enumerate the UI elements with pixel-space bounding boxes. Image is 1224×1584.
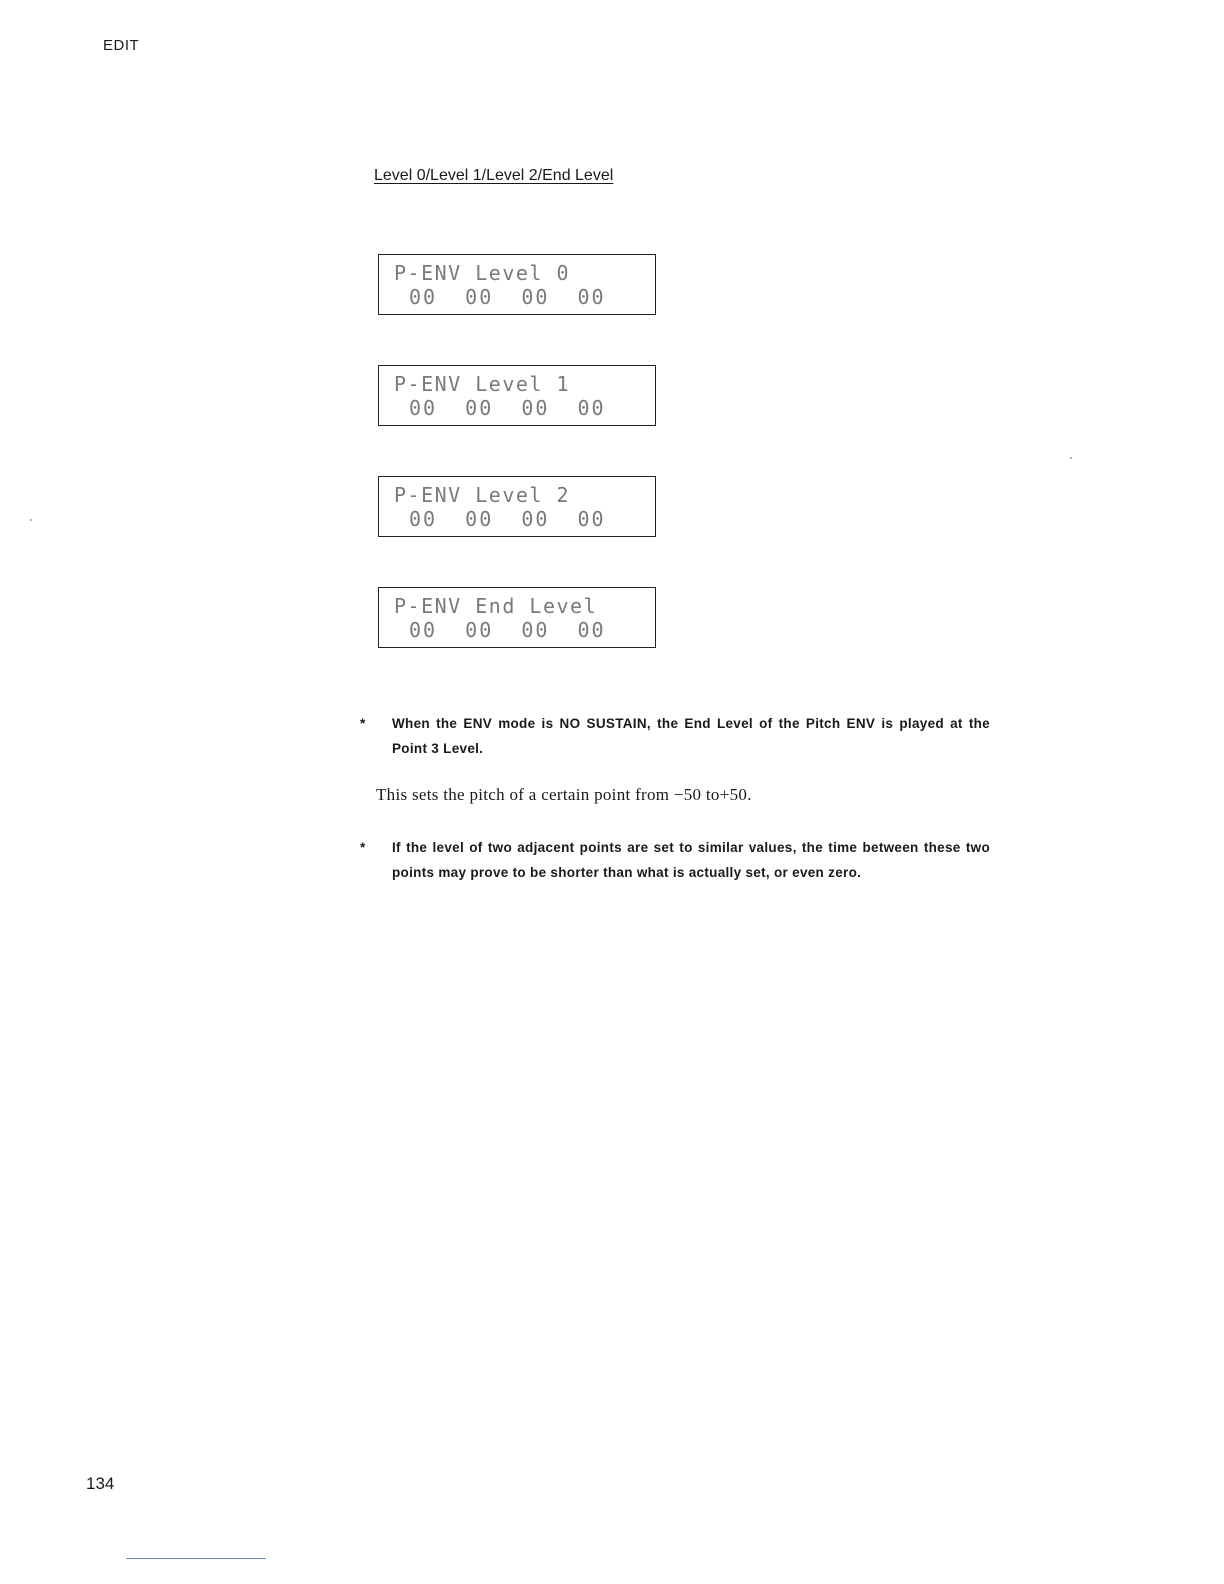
lcd-display-end-level	[378, 587, 656, 648]
lcd-display-level-2	[378, 476, 656, 537]
lcd-line-1: P-ENV Level 2	[394, 483, 571, 507]
lcd-line-1: P-ENV End Level	[394, 594, 598, 618]
lcd-display-level-0	[378, 254, 656, 315]
note-text: When the ENV mode is NO SUSTAIN, the End Level of the Pitch ENV is played at the Point 3 Level.	[392, 716, 990, 756]
lcd-line-2: 00 00 00 00	[409, 396, 606, 420]
note-text: If the level of two adjacent points are set to similar values, the time between these two points may prove to be shorter than what is actually set, or even zero.	[392, 840, 990, 880]
lcd-line-2: 00 00 00 00	[409, 507, 606, 531]
body-text: This sets the pitch of a certain point from −50 to+50.	[376, 785, 752, 804]
lcd-line-2: 00 00 00 00	[409, 618, 606, 642]
note-adjacent-points	[360, 835, 990, 885]
lcd-line-1: P-ENV Level 0	[394, 261, 571, 285]
note-no-sustain	[360, 711, 990, 761]
lcd-line-2: 00 00 00 00	[409, 285, 606, 309]
asterisk-mark: *	[360, 840, 366, 855]
asterisk-mark: *	[360, 716, 366, 731]
lcd-line-1: P-ENV Level 1	[394, 372, 571, 396]
lcd-display-level-1	[378, 365, 656, 426]
scan-speck	[30, 519, 32, 521]
section-title: Level 0/Level 1/Level 2/End Level	[374, 167, 614, 184]
footer-rule	[126, 1558, 266, 1559]
running-head: EDIT	[103, 37, 140, 54]
scan-speck	[1070, 457, 1072, 459]
page-number: 134	[86, 1474, 115, 1493]
